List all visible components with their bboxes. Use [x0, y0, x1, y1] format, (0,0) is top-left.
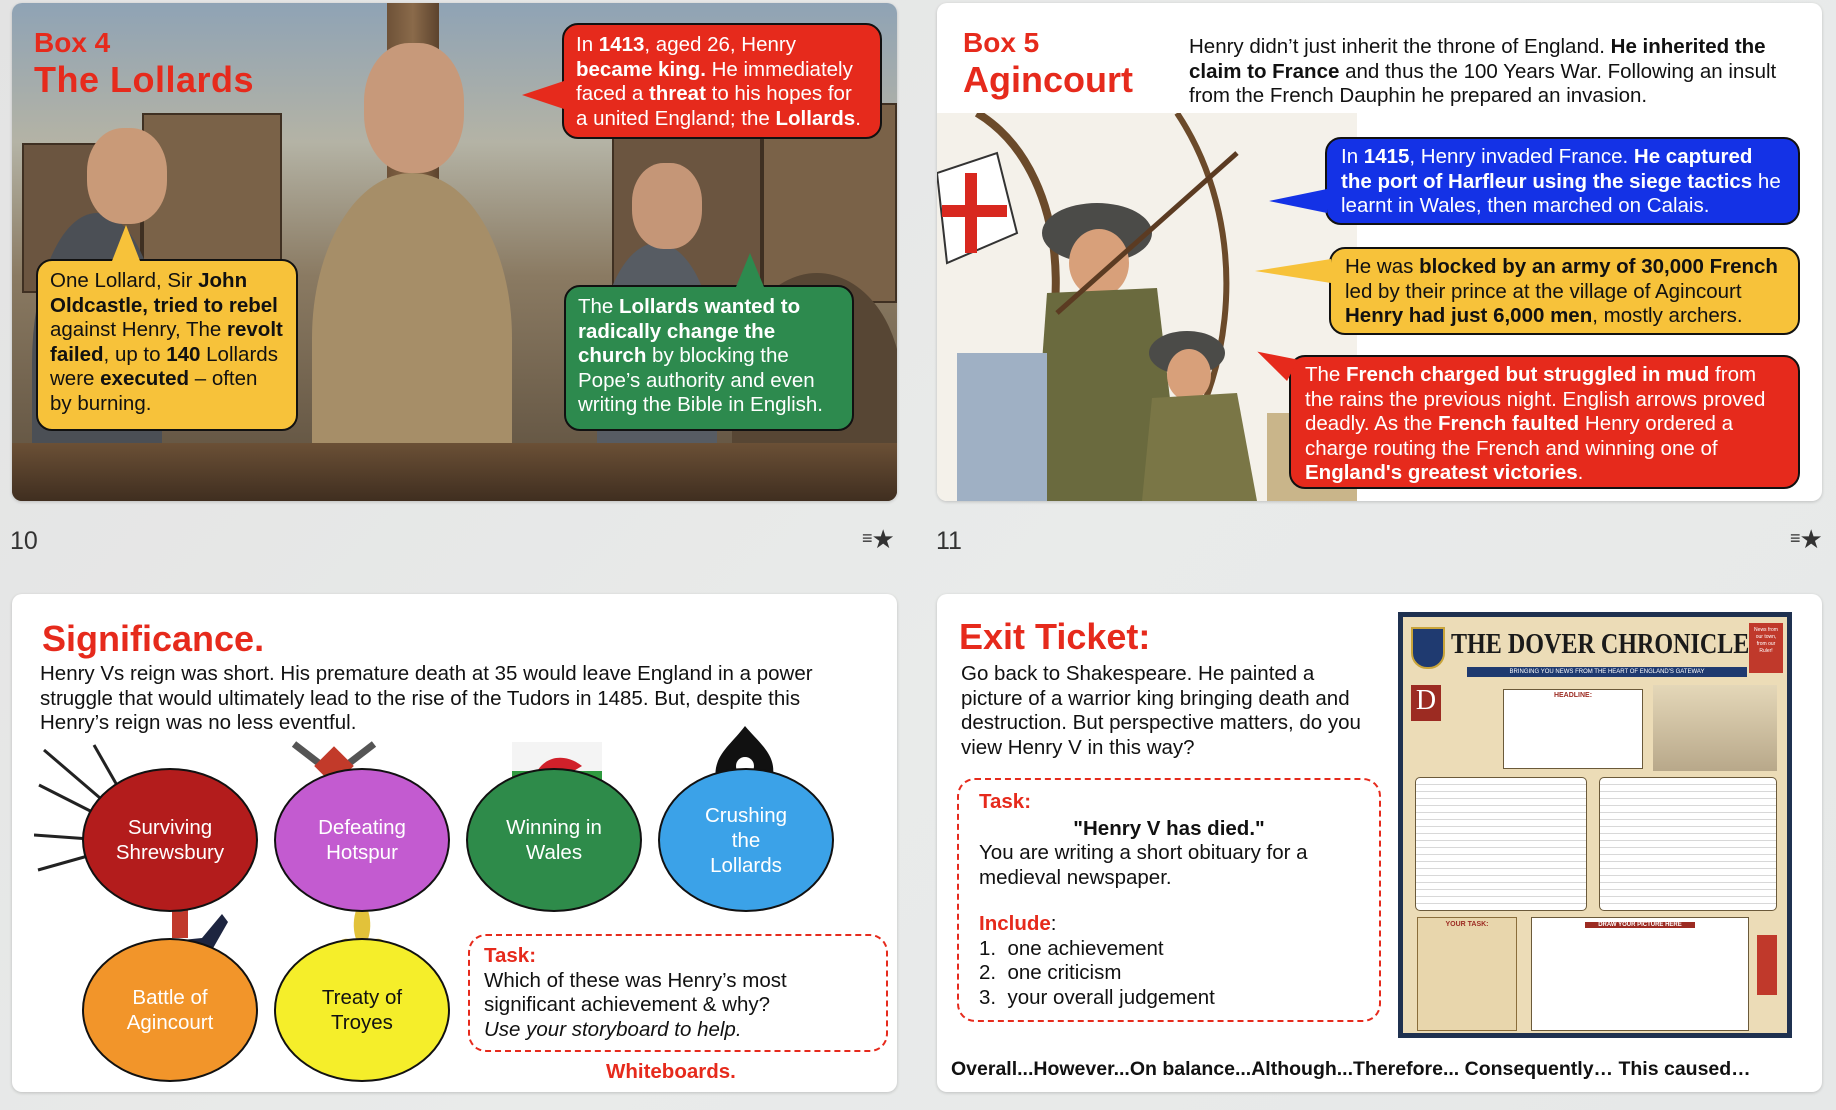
circle-label: Treaty of Troyes	[321, 986, 403, 1034]
task-title: Task:	[484, 944, 537, 967]
circle-label: Winning in Wales	[506, 816, 602, 864]
circle-treaty-of-troyes	[274, 938, 450, 1082]
circle-label: Battle of Agincourt	[126, 986, 214, 1034]
circle-defeating-hotspur	[274, 768, 450, 912]
bubble-french-charged	[1289, 355, 1800, 489]
slide-transition-star-icon[interactable]: ≡★	[1790, 524, 1823, 554]
slide-transition-star-icon[interactable]: ≡★	[862, 524, 895, 554]
circle-label: Crushing the Lollards	[704, 803, 788, 877]
newspaper-dropcap: D	[1411, 685, 1441, 721]
bubble-text: In 1415, Henry invaded France. He captured the port of Harfleur using the siege tactics he learnt in Wales, then marched on Calais.	[1341, 145, 1781, 217]
newspaper-banner-icon	[1757, 935, 1777, 995]
slide-11-intro	[1189, 35, 1809, 109]
bubble-text: He was blocked by an army of 30,000 French led by their prince at the village of Agincourt Henry had just 6,000 men, mostly archers.	[1345, 255, 1778, 327]
obituary-quote: "Henry V has died."	[1073, 816, 1265, 840]
bubble-lollard-aims	[564, 285, 854, 431]
slide-11[interactable]	[937, 3, 1822, 501]
bubble-text: One Lollard, Sir John Oldcastle, tried to rebel against Henry, The revolt failed, up to 140 Lollards were executed – often by burning.	[50, 269, 283, 415]
slide-12-intro: Henry Vs reign was short. His premature death at 35 would leave England in a power struggle that would ultimately lead to the rise of the Tudors in 1485. But, despite this Henry’s reign was no less eventful.	[40, 662, 813, 734]
slide-11-title: Agincourt	[963, 59, 1133, 100]
include-title: Include	[979, 912, 1051, 935]
circle-label: Defeating Hotspur	[318, 816, 406, 864]
draw-picture-label: DRAW YOUR PICTURE HERE	[1585, 922, 1695, 928]
include-item-3: 3. your overall judgement	[979, 985, 1215, 1009]
task-title: Task:	[979, 790, 1032, 813]
bubble-harfleur	[1325, 137, 1800, 225]
circle-label: Surviving Shrewsbury	[115, 816, 225, 864]
bubble-text: In 1413, aged 26, Henry became king. He immediately faced a threat to his hopes for a united England; the Lollards.	[576, 33, 861, 130]
dover-chronicle-newspaper-template	[1398, 612, 1792, 1038]
castle-illustration	[1653, 685, 1777, 771]
your-task-label: YOUR TASK:	[1445, 921, 1489, 928]
sentence-starters: Overall...However...On balance...Although...Therefore... Consequently… This caused…	[951, 1058, 1751, 1080]
bubble-text: The French charged but struggled in mud from the rains the previous night. English arrows proved deadly. As the French faulted Henry ordered a charge routing the French and winning one of England's greatest victories.	[1305, 363, 1766, 484]
task-text: You are writing a short obituary for a medieval newspaper.	[979, 841, 1308, 889]
article-column-2	[1599, 777, 1777, 911]
bubble-1413-became-king	[562, 23, 882, 139]
bubble-oldcastle-rebellion	[36, 259, 298, 431]
headline-label: HEADLINE:	[1553, 692, 1593, 699]
intro-text: Henry didn’t just inherit the throne of England. He inherited the claim to France and thus the 100 Years War. Following an insult from the French Dauphin he prepared an invasion.	[1189, 35, 1777, 107]
newspaper-badge: News from our town, from our Ruler!	[1749, 623, 1783, 673]
include-heading: Include:	[979, 912, 1057, 935]
slide-10[interactable]	[12, 3, 897, 501]
article-column-1	[1415, 777, 1587, 911]
newspaper-masthead: THE DOVER CHRONICLE	[1451, 629, 1750, 660]
slide-12[interactable]	[12, 594, 897, 1092]
slide-13-task-box	[957, 778, 1381, 1022]
slide-10-box-label: Box 4	[34, 27, 111, 58]
slide-number: 10	[10, 527, 38, 555]
include-item-2: 2. one criticism	[979, 961, 1122, 984]
slide-11-box-label: Box 5	[963, 27, 1040, 58]
bubble-blocked-by-french	[1329, 247, 1800, 335]
circle-surviving-shrewsbury	[82, 768, 258, 912]
slide-12-task-box	[468, 934, 888, 1052]
task-hint: Use your storyboard to help.	[484, 1017, 742, 1041]
slide-12-title: Significance.	[42, 618, 265, 659]
slide-13-intro: Go back to Shakespeare. He painted a picture of a warrior king bringing death and destruction. But perspective matters, do you view Henry V in this way?	[961, 662, 1361, 759]
newspaper-tagline: BRINGING YOU NEWS FROM THE HEART OF ENGLAND'S GATEWAY	[1467, 667, 1747, 677]
circle-crushing-the-lollards	[658, 768, 834, 912]
slide-number: 11	[936, 527, 962, 555]
task-text: Which of these was Henry’s most significant achievement & why?	[484, 968, 787, 1016]
circle-winning-in-wales	[466, 768, 642, 912]
whiteboards-label: Whiteboards.	[606, 1060, 736, 1083]
bubble-text: The Lollards wanted to radically change the church by blocking the Pope’s authority and even writing the Bible in English.	[578, 295, 823, 416]
newspaper-crest-icon	[1411, 627, 1445, 669]
slide-13-title: Exit Ticket:	[959, 616, 1151, 657]
slide-10-title: The Lollards	[34, 59, 255, 100]
include-item-1: 1. one achievement	[979, 936, 1164, 960]
circle-battle-of-agincourt	[82, 938, 258, 1082]
